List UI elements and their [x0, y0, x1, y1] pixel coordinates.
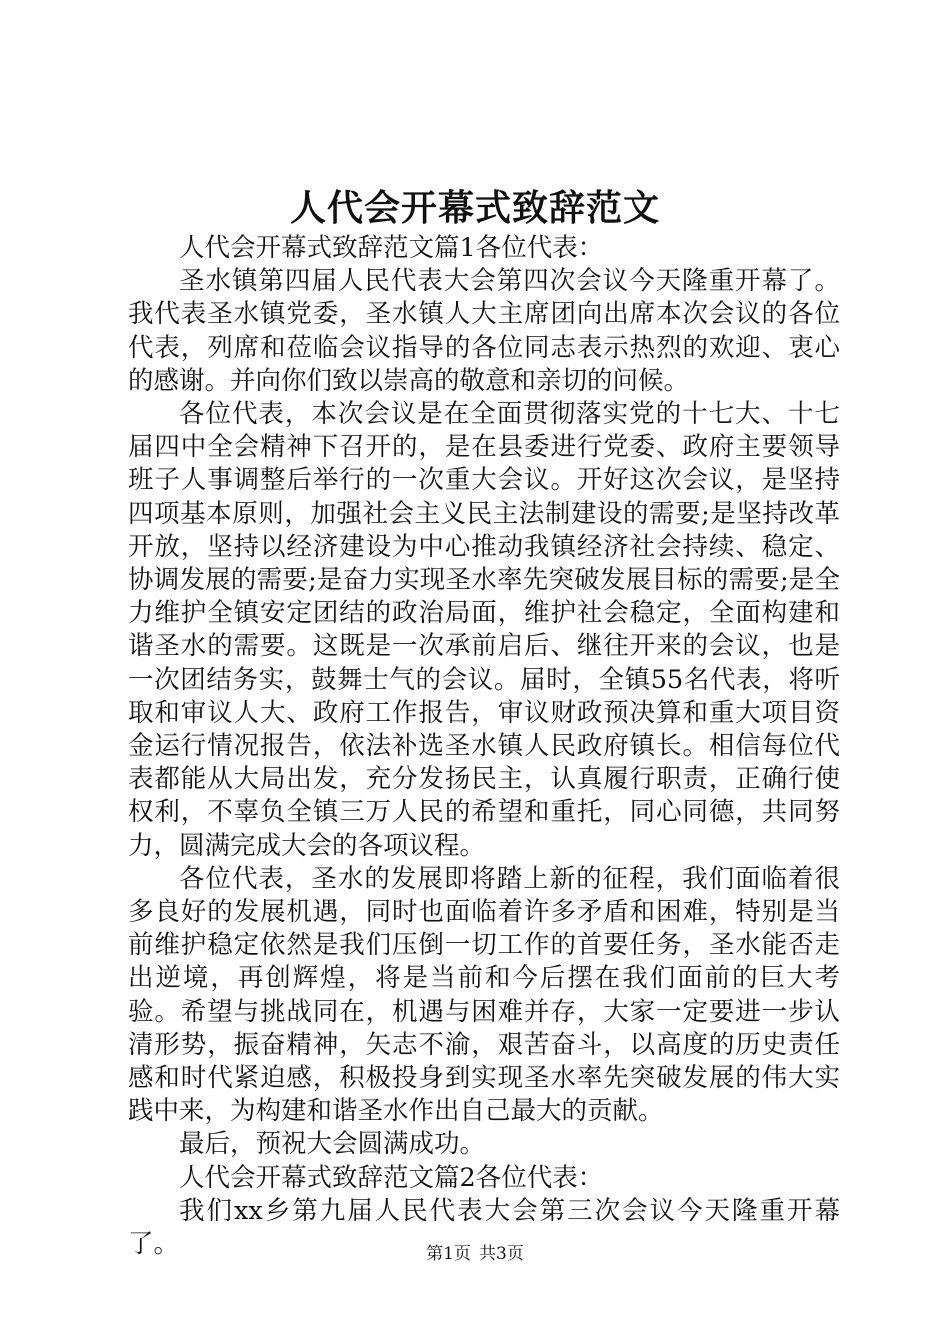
page-footer: [0, 1242, 950, 1266]
paragraph-closing-wish: 最后，预祝大会圆满成功。: [179, 1129, 486, 1160]
paragraph-heading-2: 人代会开幕式致辞范文篇2各位代表：: [179, 1162, 604, 1193]
paragraph-second-opening: 我们xx乡第九届人民代表大会第三次会议今天隆重开幕了。: [128, 1195, 840, 1260]
page-total: 共3页: [479, 1244, 524, 1264]
paragraph-development-challenges: 各位代表，圣水的发展即将踏上新的征程，我们面临着很多良好的发展机遇，同时也面临着许多矛盾和困难，特别是当前维护稳定依然是我们压倒一切工作的首要任务，圣水能否走出逆境，再创辉煌，将是当前和今后摆在我们面前的巨大考验。希望与挑战同在，机遇与困难并存，大家一定要进一步认清形势，振奋精神，矢志不渝，艰苦奋斗，以高度的历史责任感和时代紧迫感，积极投身到实现圣水率先突破发展的伟大实践中来，为构建和谐圣水作出自己最大的贡献。: [128, 863, 840, 1127]
document-title: 人代会开幕式致辞范文: [289, 187, 660, 229]
page-number: 第1页: [426, 1244, 471, 1264]
paragraph-heading-1: 人代会开幕式致辞范文篇1各位代表：: [179, 233, 604, 263]
paragraph-meeting-significance: 各位代表，本次会议是在全面贯彻落实党的十七大、十七届四中全会精神下召开的，是在县委进行党委、政府主要领导班子人事调整后举行的一次重大会议。开好这次会议，是坚持四项基本原则，加强社会主义民主法制建设的需要;是坚持改革开放，坚持以经济建设为中心推动我镇经济社会持续、稳定、协调发展的需要;是奋力实现圣水率先突破发展目标的需要;是全力维护全镇安定团结的政治局面，维护社会稳定，全面构建和谐圣水的需要。这既是一次承前启后、继往开来的会议，也是一次团结务实，鼓舞士气的会议。届时，全镇55名代表，将听取和审议人大、政府工作报告，审议财政预决算和重大项目资金运行情况报告，依法补选圣水镇人民政府镇长。相信每位代表都能从大局出发，充分发扬民主，认真履行职责，正确行使权利，不辜负全镇三万人民的希望和重托，同心同德，共同努力，圆满完成大会的各项议程。: [128, 399, 840, 861]
paragraph-opening: 圣水镇第四届人民代表大会第四次会议今天隆重开幕了。我代表圣水镇党委，圣水镇人大主席团向出席本次会议的各位代表，列席和莅临会议指导的各位同志表示热烈的欢迎、衷心的感谢。并向你们致以崇高的敬意和亲切的问候。: [128, 266, 840, 396]
document-body: [128, 232, 840, 1261]
